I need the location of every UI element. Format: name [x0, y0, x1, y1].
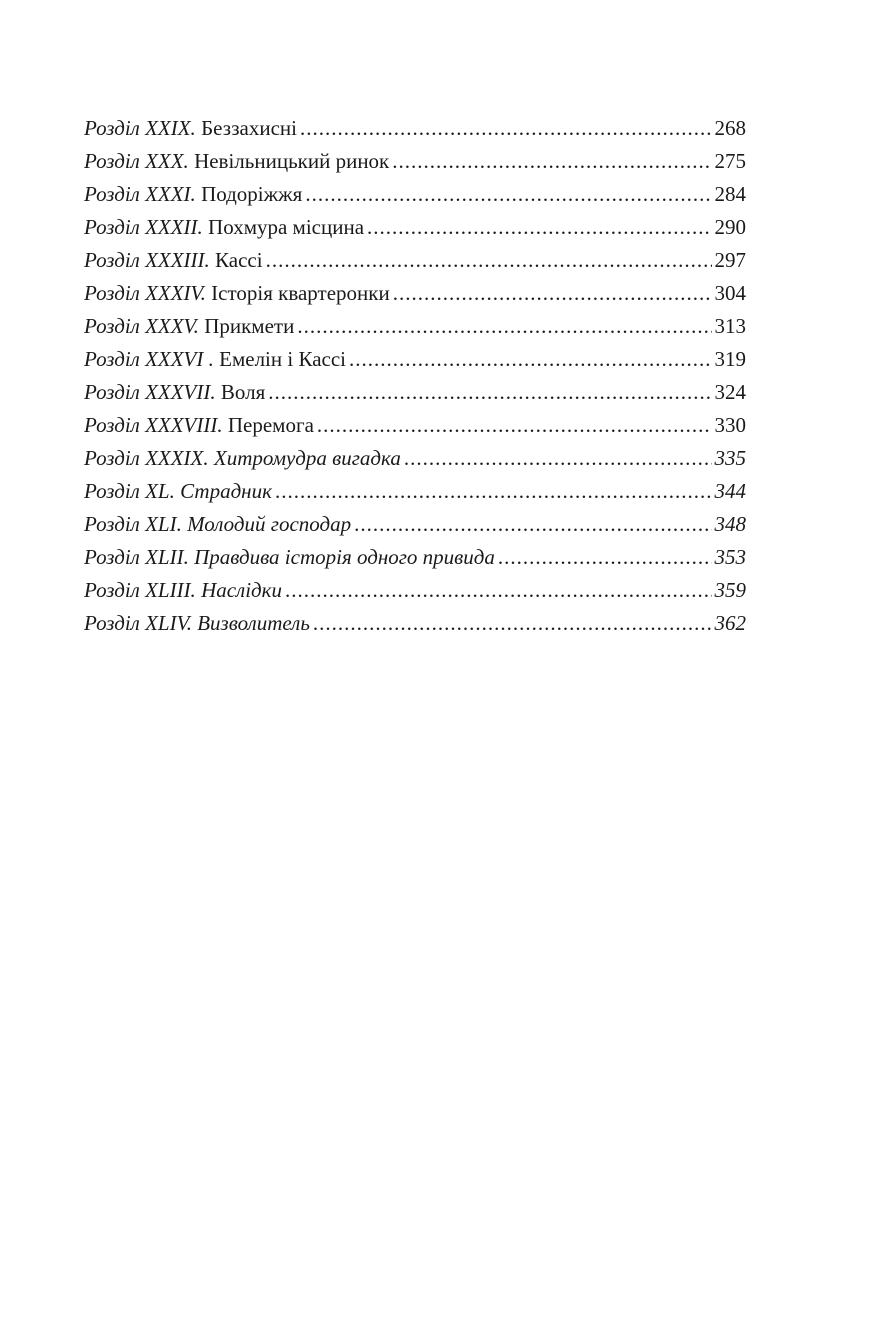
- dot-leader: [266, 244, 712, 277]
- toc-entry: [84, 475, 746, 508]
- page-number: 284: [714, 182, 746, 206]
- chapter-title: Перемога: [227, 413, 314, 437]
- chapter-number: Розділ XXXIII.: [84, 248, 210, 272]
- chapter-title: Визволитель: [197, 611, 310, 635]
- dot-leader: [300, 112, 712, 145]
- toc-entry: [84, 409, 746, 442]
- chapter-number: Розділ XXXI.: [84, 182, 196, 206]
- dot-leader: [313, 607, 712, 640]
- page-number: 344: [714, 479, 746, 503]
- dot-leader: [349, 343, 712, 376]
- page-number: 348: [714, 512, 746, 536]
- chapter-number: Розділ XXXVII.: [84, 380, 216, 404]
- toc-entry: [84, 574, 746, 607]
- dot-leader: [392, 145, 711, 178]
- page-number: 362: [714, 611, 746, 635]
- chapter-title: Подоріжжя: [201, 182, 303, 206]
- chapter-number: Розділ XXXVIII.: [84, 413, 223, 437]
- toc-entry: [84, 178, 746, 211]
- toc-entry: [84, 145, 746, 178]
- chapter-title: Невільницький ринок: [194, 149, 390, 173]
- chapter-title: Похмура місцина: [208, 215, 365, 239]
- chapter-title: Правдива історія одного привида: [194, 545, 495, 569]
- chapter-title: Воля: [220, 380, 266, 404]
- chapter-title: Емелін і Кассі: [219, 347, 346, 371]
- toc-entry: [84, 442, 746, 475]
- toc-entry: [84, 244, 746, 277]
- chapter-number: Розділ XXXII.: [84, 215, 203, 239]
- chapter-number: Розділ XXX.: [84, 149, 189, 173]
- dot-leader: [393, 277, 712, 310]
- page-number: 313: [714, 314, 746, 338]
- chapter-title: Молодий господар: [187, 512, 352, 536]
- page-number: 353: [714, 545, 746, 569]
- chapter-number: Розділ XXXV.: [84, 314, 199, 338]
- chapter-number: Розділ XLIV.: [84, 611, 192, 635]
- toc-entry: [84, 277, 746, 310]
- dot-leader: [275, 475, 712, 508]
- table-of-contents: [84, 112, 746, 640]
- chapter-number: Розділ XL.: [84, 479, 175, 503]
- page-number: 290: [714, 215, 746, 239]
- chapter-title: Історія квартеронки: [211, 281, 390, 305]
- dot-leader: [268, 376, 711, 409]
- chapter-number: Розділ XLIII.: [84, 578, 196, 602]
- dot-leader: [317, 409, 712, 442]
- chapter-title: Кассі: [215, 248, 263, 272]
- toc-entry: [84, 343, 746, 376]
- chapter-title: Беззахисні: [201, 116, 297, 140]
- page-number: 319: [714, 347, 746, 371]
- page-number: 359: [714, 578, 746, 602]
- toc-entry: [84, 376, 746, 409]
- chapter-number: Розділ XXXIV.: [84, 281, 206, 305]
- page-number: 330: [714, 413, 746, 437]
- dot-leader: [297, 310, 711, 343]
- dot-leader: [404, 442, 712, 475]
- dot-leader: [354, 508, 711, 541]
- page-number: 324: [714, 380, 746, 404]
- page-number: 275: [714, 149, 746, 173]
- chapter-number: Розділ XXIX.: [84, 116, 196, 140]
- chapter-number: Розділ XXXIX.: [84, 446, 209, 470]
- toc-entry: [84, 112, 746, 145]
- chapter-title: Страдник: [180, 479, 272, 503]
- toc-entry: [84, 607, 746, 640]
- toc-entry: [84, 541, 746, 574]
- chapter-title: Прикмети: [204, 314, 295, 338]
- page-number: 297: [714, 248, 746, 272]
- page-number: 268: [714, 116, 746, 140]
- toc-entry: [84, 310, 746, 343]
- dot-leader: [367, 211, 711, 244]
- chapter-number: Розділ XLII.: [84, 545, 189, 569]
- chapter-title: Наслідки: [201, 578, 282, 602]
- chapter-number: Розділ XXXVI .: [84, 347, 214, 371]
- dot-leader: [498, 541, 712, 574]
- toc-entry: [84, 211, 746, 244]
- dot-leader: [305, 178, 711, 211]
- toc-entry: [84, 508, 746, 541]
- chapter-title: Хитромудра вигадка: [213, 446, 401, 470]
- page-number: 335: [714, 446, 746, 470]
- page-number: 304: [714, 281, 746, 305]
- dot-leader: [285, 574, 712, 607]
- chapter-number: Розділ XLI.: [84, 512, 182, 536]
